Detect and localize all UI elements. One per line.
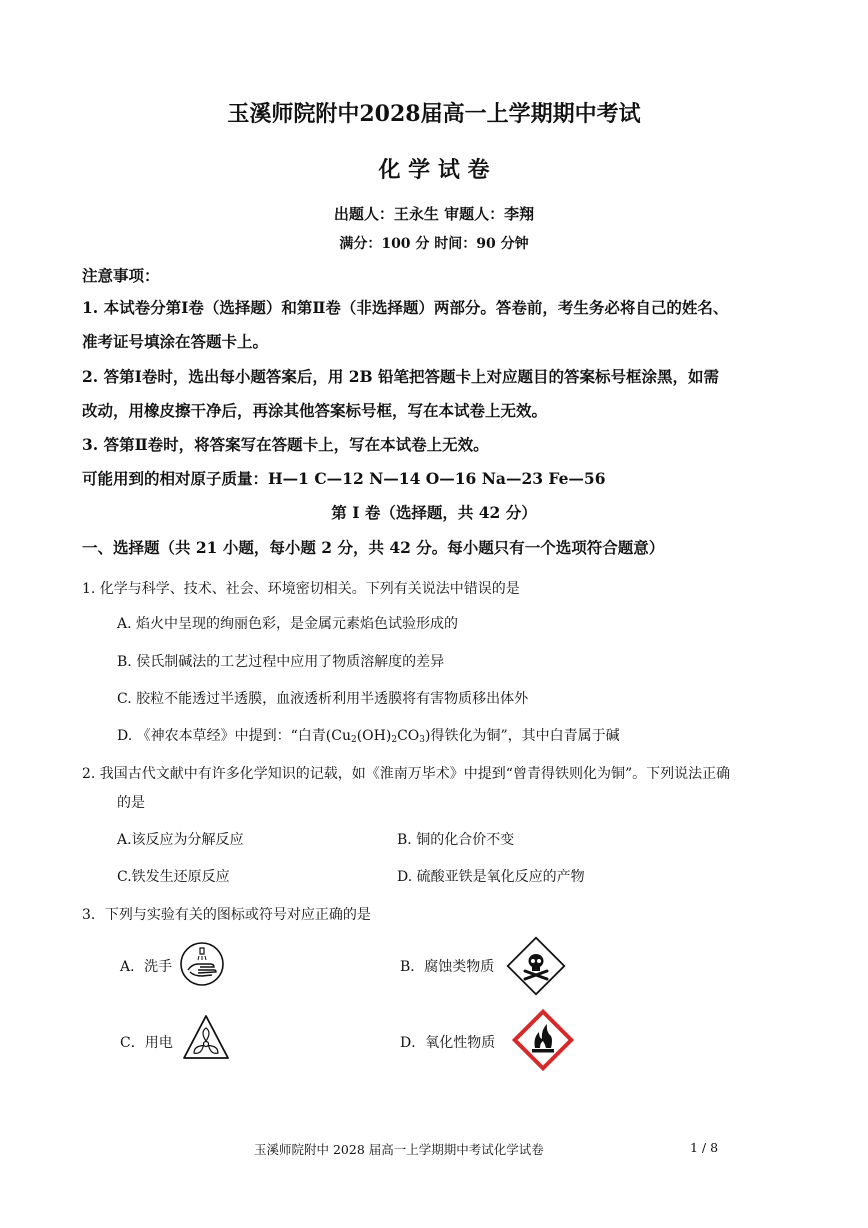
q3-stem: 3．下列与实验有关的图标或符号对应正确的是: [82, 907, 371, 923]
footer-text: 玉溪师院附中 2028 届高一上学期期中考试化学试卷: [254, 1142, 544, 1157]
exam-authors: 出题人：王永生 审题人：李翔: [333, 205, 535, 223]
q1-stem: 1. 化学与科学、技术、社会、环境密切相关。下列有关说法中错误的是: [82, 581, 520, 597]
q1-option-d-mid: (OH): [356, 728, 392, 744]
notice-item-1b: 准考证号填涂在答题卡上。: [82, 332, 269, 351]
q1-sub-3: 3: [419, 735, 426, 745]
flame-hazard-icon: [509, 1006, 577, 1074]
q3-option-a: A．洗手: [120, 959, 173, 975]
exam-subtitle: 化 学 试 卷: [378, 157, 490, 183]
q1-option-d: [117, 725, 620, 745]
q2-option-c: C.铁发生还原反应: [117, 869, 230, 885]
notice-item-3: 3. 答第Ⅱ卷时，将答案写在答题卡上，写在本试卷上无效。: [82, 435, 489, 454]
page-number: 1 / 8: [690, 1140, 719, 1155]
q2-stem-b: 的是: [117, 795, 145, 811]
q1-sub-1: 2: [350, 735, 357, 745]
q2-option-b: B. 铜的化合价不变: [397, 832, 515, 848]
q1-option-d-post: )得铁化为铜”，其中白青属于碱: [425, 728, 620, 744]
skull-hazard-icon: [503, 933, 569, 999]
q1-sub-2: 2: [391, 735, 398, 745]
atomic-mass: 可能用到的相对原子质量：H—1 C—12 N—14 O—16 Na—23 Fe—56: [82, 469, 606, 488]
volume-heading: 第 I 卷（选择题，共 42 分）: [331, 503, 537, 522]
notice-item-2b: 改动，用橡皮擦干净后，再涂其他答案标号框，写在本试卷上无效。: [82, 401, 548, 420]
exam-title: 玉溪师院附中2028届高一上学期期中考试: [227, 101, 641, 127]
q3-option-b: B．腐蚀类物质: [400, 959, 495, 975]
q1-option-b: B. 侯氏制碱法的工艺过程中应用了物质溶解度的差异: [117, 654, 445, 670]
hand-washing-icon: [178, 940, 226, 988]
notice-item-1a: 1. 本试卷分第Ⅰ卷（选择题）和第Ⅱ卷（非选择题）两部分。答卷前，考生务必将自己的姓名、: [82, 298, 729, 317]
q2-option-d: D. 硫酸亚铁是氧化反应的产物: [397, 869, 585, 885]
part-heading: 一、选择题（共 21 小题，每小题 2 分，共 42 分。每小题只有一个选项符合题意）: [82, 538, 665, 557]
q2-stem-a: 2. 我国古代文献中有许多化学知识的记载，如《淮南万毕术》中提到“曾青得铁则化为铜”。下列说法正确: [82, 766, 731, 782]
q2-option-a: A.该反应为分解反应: [117, 832, 244, 848]
q3-option-d: D．氧化性物质: [400, 1035, 496, 1051]
notice-heading: 注意事项：: [82, 266, 160, 285]
notice-item-2a: 2. 答第Ⅰ卷时，选出每小题答案后，用 2B 铅笔把答题卡上对应题目的答案标号框涂黑，如需: [82, 367, 720, 386]
q1-option-a: A. 焰火中呈现的绚丽色彩，是金属元素焰色试验形成的: [117, 616, 459, 632]
q1-option-c: C. 胶粒不能透过半透膜，血液透析利用半透膜将有害物质移出体外: [117, 691, 529, 707]
fan-triangle-icon: [180, 1012, 232, 1064]
score-time: 满分：100 分 时间：90 分钟: [339, 236, 529, 252]
q1-option-d-pre: D. 《神农本草经》中提到：“白青(Cu: [117, 728, 351, 744]
q3-option-c: C．用电: [120, 1035, 173, 1051]
q1-option-d-mid2: CO: [397, 728, 420, 744]
